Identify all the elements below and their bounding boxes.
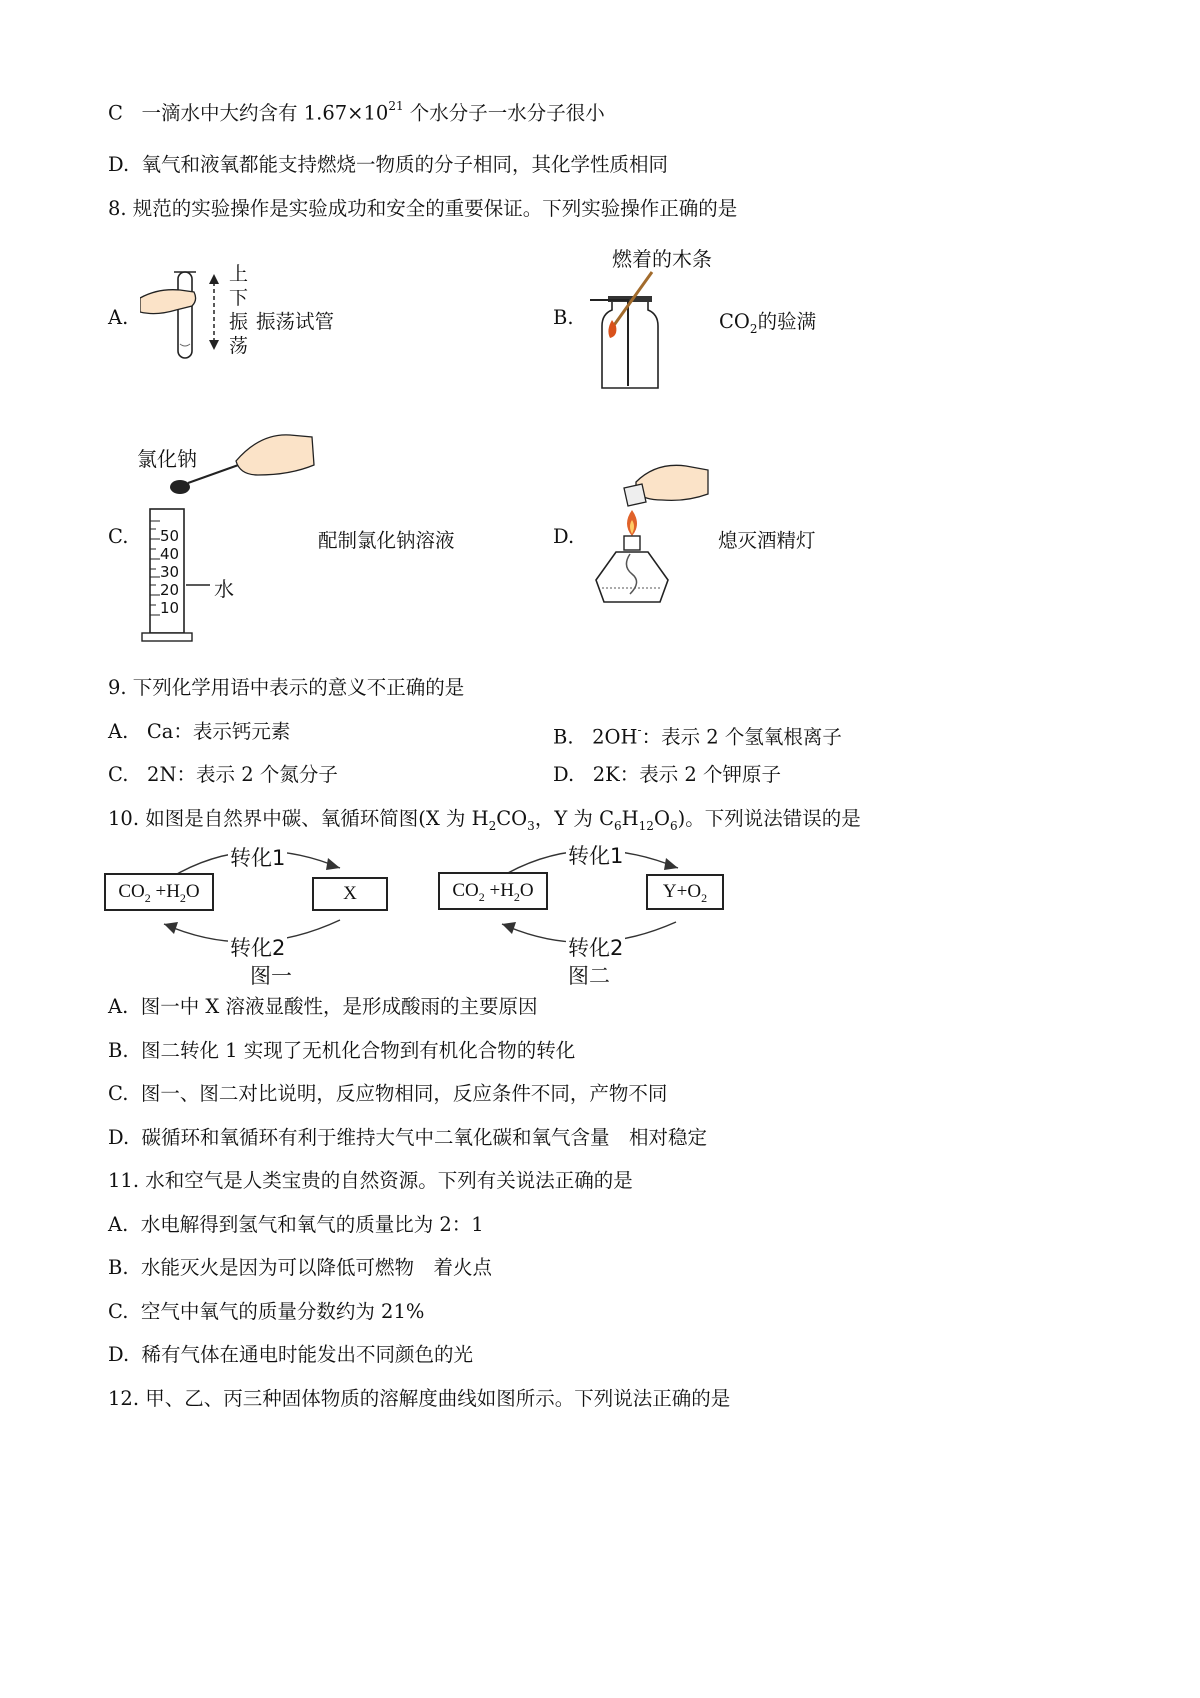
fig1-reactant-box: $CO_2 +H_2O$	[104, 873, 214, 911]
lamp-cap-icon	[624, 484, 646, 506]
q11-stem: 11. 水和空气是人类宝贵的自然资源。下列有关说法正确的是	[108, 1169, 633, 1192]
burning-stick-label: 燃着的木条	[612, 247, 712, 271]
q10-option-d: D. 碳循环和氧循环有利于维持大气中二氧化碳和氧气含量 相对稳定	[108, 1126, 708, 1149]
q8-d-caption: 熄灭酒精灯	[718, 529, 816, 552]
q10-option-a: A. 图一中 X 溶液显酸性，是形成酸雨的主要原因	[108, 995, 538, 1018]
q8-b-letter: B.	[553, 306, 574, 329]
arrow-right-icon	[664, 858, 678, 870]
arrow-left-icon	[502, 922, 516, 934]
fig2-reactant-box: $CO_2 +H_2O$	[438, 872, 548, 910]
shake-label: 上 下 振 荡	[229, 263, 249, 357]
fig1-caption: 图一	[248, 960, 294, 990]
fig1-conversion2-label: 转化2	[228, 932, 287, 962]
fig2-caption: 图二	[566, 960, 612, 990]
q8-c-caption: 配制氯化钠溶液	[318, 529, 455, 552]
arrow-left-icon	[164, 922, 178, 934]
alcohol-lamp-figure	[586, 462, 710, 608]
q9-option-a: A. Ca：表示钙元素	[108, 720, 291, 743]
q8-stem: 8. 规范的实验操作是实验成功和安全的重要保证。下列实验操作正确的是	[108, 197, 738, 220]
spoon-icon	[170, 480, 190, 494]
q10-option-b: B. 图二转化 1 实现了无机化合物到有机化合物的转化	[108, 1039, 576, 1062]
q11-option-b: B. 水能灭火是因为可以降低可燃物 着火点	[108, 1256, 492, 1279]
hand-icon	[236, 435, 314, 475]
q8-c-letter: C.	[108, 525, 129, 548]
lamp-body-icon	[596, 552, 668, 602]
q12-stem: 12. 甲、乙、丙三种固体物质的溶解度曲线如图所示。下列说法正确的是	[108, 1387, 731, 1410]
cylinder-scale: 50 40 30 20 10	[160, 527, 180, 617]
gas-bottle-icon	[602, 300, 658, 388]
q8-d-letter: D.	[553, 525, 575, 548]
fig2-conversion1-label: 转化1	[566, 840, 625, 870]
nacl-label: 氯化钠	[137, 447, 197, 471]
q9-option-b: B. 2OH-：表示 2 个氢氧根离子	[553, 723, 842, 749]
arrow-right-icon	[326, 858, 340, 870]
q11-option-d: D. 稀有气体在通电时能发出不同颜色的光	[108, 1343, 474, 1366]
water-label: 水	[214, 577, 234, 601]
cycle-figure-2	[436, 840, 736, 990]
q8-a-letter: A.	[108, 306, 129, 329]
q9-option-c: C. 2N：表示 2 个氮分子	[108, 763, 338, 786]
q9-stem: 9. 下列化学用语中表示的意义不正确的是	[108, 676, 465, 699]
q8-b-caption: $CO_2$的验满	[719, 310, 817, 336]
q7-option-c: C 一滴水中大约含有 $1.67\times 10^{21}$ 个水分子一水分子很小	[108, 99, 605, 125]
cycle-figure-1	[100, 840, 400, 990]
q9-option-d: D. 2K：表示 2 个钾原子	[553, 763, 782, 786]
q11-option-a: A. 水电解得到氢气和氧气的质量比为 2：1	[108, 1213, 484, 1236]
hand-icon	[636, 465, 708, 500]
test-tube-icon	[178, 272, 192, 358]
co2-bottle-figure	[588, 270, 668, 392]
q10-stem: 10. 如图是自然界中碳、氧循环简图(X 为 $H_2CO_3$，Y 为 $C_6H_{12}O_6$)。下列说法错误的是	[108, 807, 861, 833]
fig2-product-box: $Y+O_2$	[646, 874, 724, 910]
fig1-conversion1-label: 转化1	[228, 842, 287, 872]
q10-option-c: C. 图一、图二对比说明，反应物相同，反应条件不同，产物不同	[108, 1082, 668, 1105]
q7-option-d: D. 氧气和液氧都能支持燃烧一物质的分子相同，其化学性质相同	[108, 153, 669, 176]
fig1-product-box: X	[312, 877, 388, 911]
q11-option-c: C. 空气中氧气的质量分数约为 21%	[108, 1300, 425, 1323]
fig2-conversion2-label: 转化2	[566, 932, 625, 962]
q8-a-caption: 振荡试管	[256, 310, 335, 333]
